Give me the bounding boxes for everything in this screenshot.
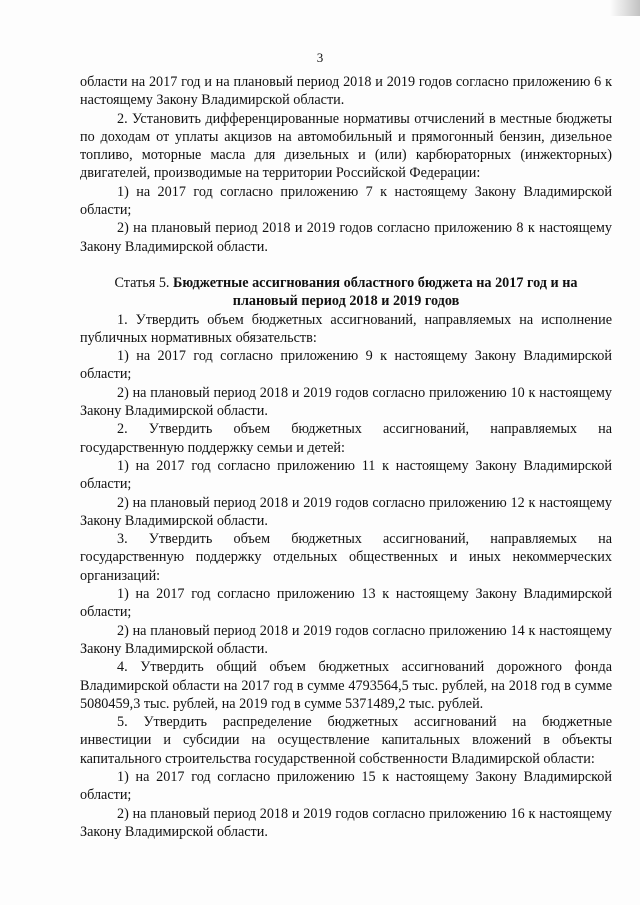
article-title: Бюджетные ассигнования областного бюджета на 2017 год и на плановый период 2018 и 2019 годов (173, 274, 578, 310)
paragraph: 2) на плановый период 2018 и 2019 годов согласно приложению 12 к настоящему Закону Владимирской области. (80, 494, 612, 529)
paragraph: 2. Утвердить объем бюджетных ассигнований, направляемых на государственную поддержку семьи и детей: (80, 421, 612, 456)
paragraph: области на 2017 год и на плановый период 2018 и 2019 годов согласно приложению 6 к настоящему Закону Владимирской области. (80, 74, 612, 109)
paragraph: 1) на 2017 год согласно приложению 13 к настоящему Закону Владимирской области; (80, 586, 612, 621)
paragraph: 2) на плановый период 2018 и 2019 годов согласно приложению 14 к настоящему Закону Владимирской области. (80, 622, 612, 657)
paragraph: 4. Утвердить общий объем бюджетных ассигнований дорожного фонда Владимирской области на 2017 год в сумме 4793564,5 тыс. рублей, на 2018 год в сумме 5080459,3 тыс. рублей, на 2019 год в сумме 5371489,2 тыс. рублей. (80, 659, 612, 712)
paragraph: 1) на 2017 год согласно приложению 7 к настоящему Закону Владимирской области; (80, 183, 612, 219)
paragraph: 5. Утвердить распределение бюджетных ассигнований на бюджетные инвестиции и субсидии на осуществление капитальных вложений в объекты капитального строительства государственной собственности Владимирской области: (80, 714, 612, 767)
paragraph: 2. Установить дифференцированные нормативы отчислений в местные бюджеты по доходам от уплаты акцизов на автомобильный и прямогонный бензин, дизельное топливо, моторные масла для дизельных и (или) карбюраторных (инжекторных) двигателей, производимые на территории Российской Федерации: (80, 110, 612, 182)
paragraph: 1. Утвердить объем бюджетных ассигнований, направляемых на исполнение публичных нормативных обязательств: (80, 311, 612, 346)
paragraph: 1) на 2017 год согласно приложению 15 к настоящему Закону Владимирской области; (80, 768, 612, 804)
paragraph: 2) на плановый период 2018 и 2019 годов согласно приложению 16 к настоящему Закону Владимирской области. (80, 805, 612, 840)
scan-edge-shadow (610, 0, 640, 16)
paragraph: 2) на плановый период 2018 и 2019 годов согласно приложению 10 к настоящему Закону Владимирской области. (80, 384, 612, 420)
article-heading (80, 274, 612, 311)
paragraph: 1) на 2017 год согласно приложению 11 к настоящему Закону Владимирской области; (80, 457, 612, 493)
paragraph: 1) на 2017 год согласно приложению 9 к настоящему Закону Владимирской области; (80, 348, 612, 383)
page-number: 3 (316, 50, 324, 65)
document-body (80, 73, 612, 841)
paragraph: 3. Утвердить объем бюджетных ассигнований, направляемых на государственную поддержку отдельных общественных и иных некоммерческих организаций: (80, 531, 612, 584)
article-prefix: Статья 5. (114, 274, 170, 291)
paragraph: 2) на плановый период 2018 и 2019 годов согласно приложению 8 к настоящему Закону Владимирской области. (80, 220, 612, 255)
